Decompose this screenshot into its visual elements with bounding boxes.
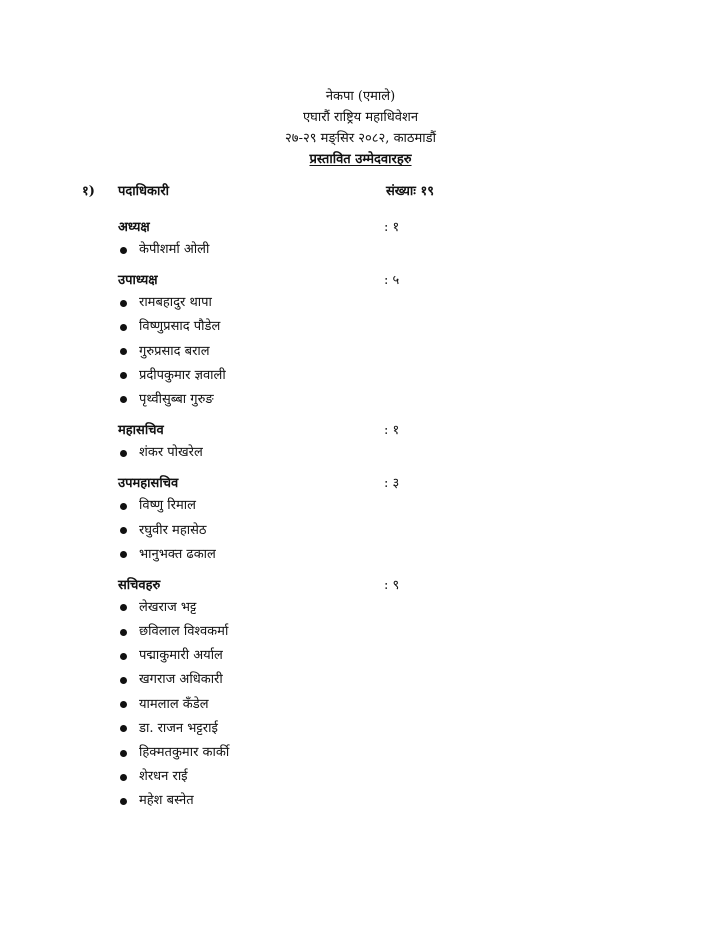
bullet-icon <box>120 677 127 684</box>
member-name: पृथ्वीसुब्बा गुरुङ <box>139 391 214 407</box>
member-item <box>118 765 558 789</box>
member-name: हिक्मतकुमार कार्की <box>139 745 230 760</box>
group-chair <box>118 218 558 262</box>
member-item <box>118 315 558 339</box>
bullet-icon <box>120 774 127 781</box>
member-item <box>118 291 558 315</box>
member-name: भानुभक्त ढकाल <box>139 546 216 562</box>
group-count: : १ <box>384 220 400 235</box>
group-title: अध्यक्ष <box>118 220 150 235</box>
group-title: उपाध्यक्ष <box>118 273 158 289</box>
member-name: डा. राजन भट्टराई <box>139 720 218 736</box>
bullet-icon <box>120 653 127 660</box>
group-title: सचिवहरु <box>118 577 161 593</box>
member-name: विष्णुप्रसाद पौडेल <box>139 319 221 335</box>
party-name: नेकपा (एमाले) <box>325 89 396 104</box>
group-title: महासचिव <box>118 423 164 439</box>
section-heading <box>82 181 482 201</box>
member-item <box>118 364 558 388</box>
convention-date-place: २७-२९ मङ्सिर २०८२, काठमाडौं <box>285 131 436 146</box>
group-deputy-general-secretary <box>118 474 558 567</box>
group-general-secretary <box>118 421 558 465</box>
group-head <box>118 576 558 596</box>
bullet-icon <box>120 324 127 331</box>
group-head <box>118 474 558 494</box>
member-name: खगराज अधिकारी <box>139 672 223 688</box>
member-name: गुरुप्रसाद बराल <box>139 343 210 359</box>
bullet-icon <box>120 300 127 307</box>
group-count: : ५ <box>384 273 400 289</box>
member-item <box>118 789 558 813</box>
member-list <box>118 441 558 465</box>
member-item <box>118 717 558 741</box>
group-vice-chair <box>118 271 558 412</box>
member-name: महेश बस्नेत <box>139 793 194 809</box>
member-item <box>118 644 558 668</box>
member-item <box>118 441 558 465</box>
member-name: रामबहादुर थापा <box>139 295 212 311</box>
member-item <box>118 340 558 364</box>
member-name: यामलाल कँडेल <box>139 696 209 712</box>
bullet-icon <box>120 396 127 403</box>
member-list <box>118 596 558 814</box>
member-name: विष्णु रिमाल <box>139 498 196 514</box>
group-secretaries <box>118 576 558 814</box>
member-item <box>118 668 558 692</box>
member-list <box>118 291 558 412</box>
bullet-icon <box>120 725 127 732</box>
bullet-icon <box>120 450 127 457</box>
group-head <box>118 218 558 238</box>
member-name: पद्माकुमारी अर्याल <box>139 648 223 664</box>
bullet-icon <box>120 527 127 534</box>
group-count: : १ <box>384 423 400 439</box>
member-list <box>118 238 558 262</box>
bullet-icon <box>120 372 127 379</box>
position-groups <box>118 218 558 823</box>
group-count: : ९ <box>384 577 400 593</box>
member-name: प्रदीपकुमार ज्ञवाली <box>139 367 226 383</box>
member-item <box>118 741 558 765</box>
member-item <box>118 543 558 567</box>
bullet-icon <box>120 629 127 636</box>
member-name: छविलाल विश्वकर्मा <box>139 624 229 640</box>
section-title: पदाधिकारी <box>118 184 170 199</box>
group-head <box>118 421 558 441</box>
member-item <box>118 519 558 543</box>
member-item <box>118 693 558 717</box>
member-item <box>118 620 558 644</box>
member-item <box>118 596 558 620</box>
member-name: केपीशर्मा ओली <box>139 242 210 257</box>
member-name: रघुवीर महासेठ <box>139 522 207 538</box>
member-name: लेखराज भट्ट <box>139 599 197 615</box>
member-list <box>118 494 558 567</box>
member-name: शंकर पोखरेल <box>139 445 203 461</box>
member-item <box>118 238 558 262</box>
bullet-icon <box>120 247 127 254</box>
group-title: उपमहासचिव <box>118 476 179 492</box>
group-count: : ३ <box>384 476 400 492</box>
member-name: शेरधन राई <box>139 769 188 785</box>
bullet-icon <box>120 798 127 805</box>
bullet-icon <box>120 750 127 757</box>
section-number: १) <box>82 184 95 199</box>
group-head <box>118 271 558 291</box>
document-title: प्रस्तावित उम्मेदवारहरु <box>309 152 412 167</box>
member-item <box>118 388 558 412</box>
bullet-icon <box>120 604 127 611</box>
bullet-icon <box>120 348 127 355</box>
bullet-icon <box>120 551 127 558</box>
section-total: संख्याः १९ <box>386 184 434 199</box>
bullet-icon <box>120 503 127 510</box>
bullet-icon <box>120 701 127 708</box>
convention-title: एघारौं राष्ट्रिय महाधिवेशन <box>302 110 419 125</box>
document-header <box>0 86 721 170</box>
member-item <box>118 494 558 518</box>
